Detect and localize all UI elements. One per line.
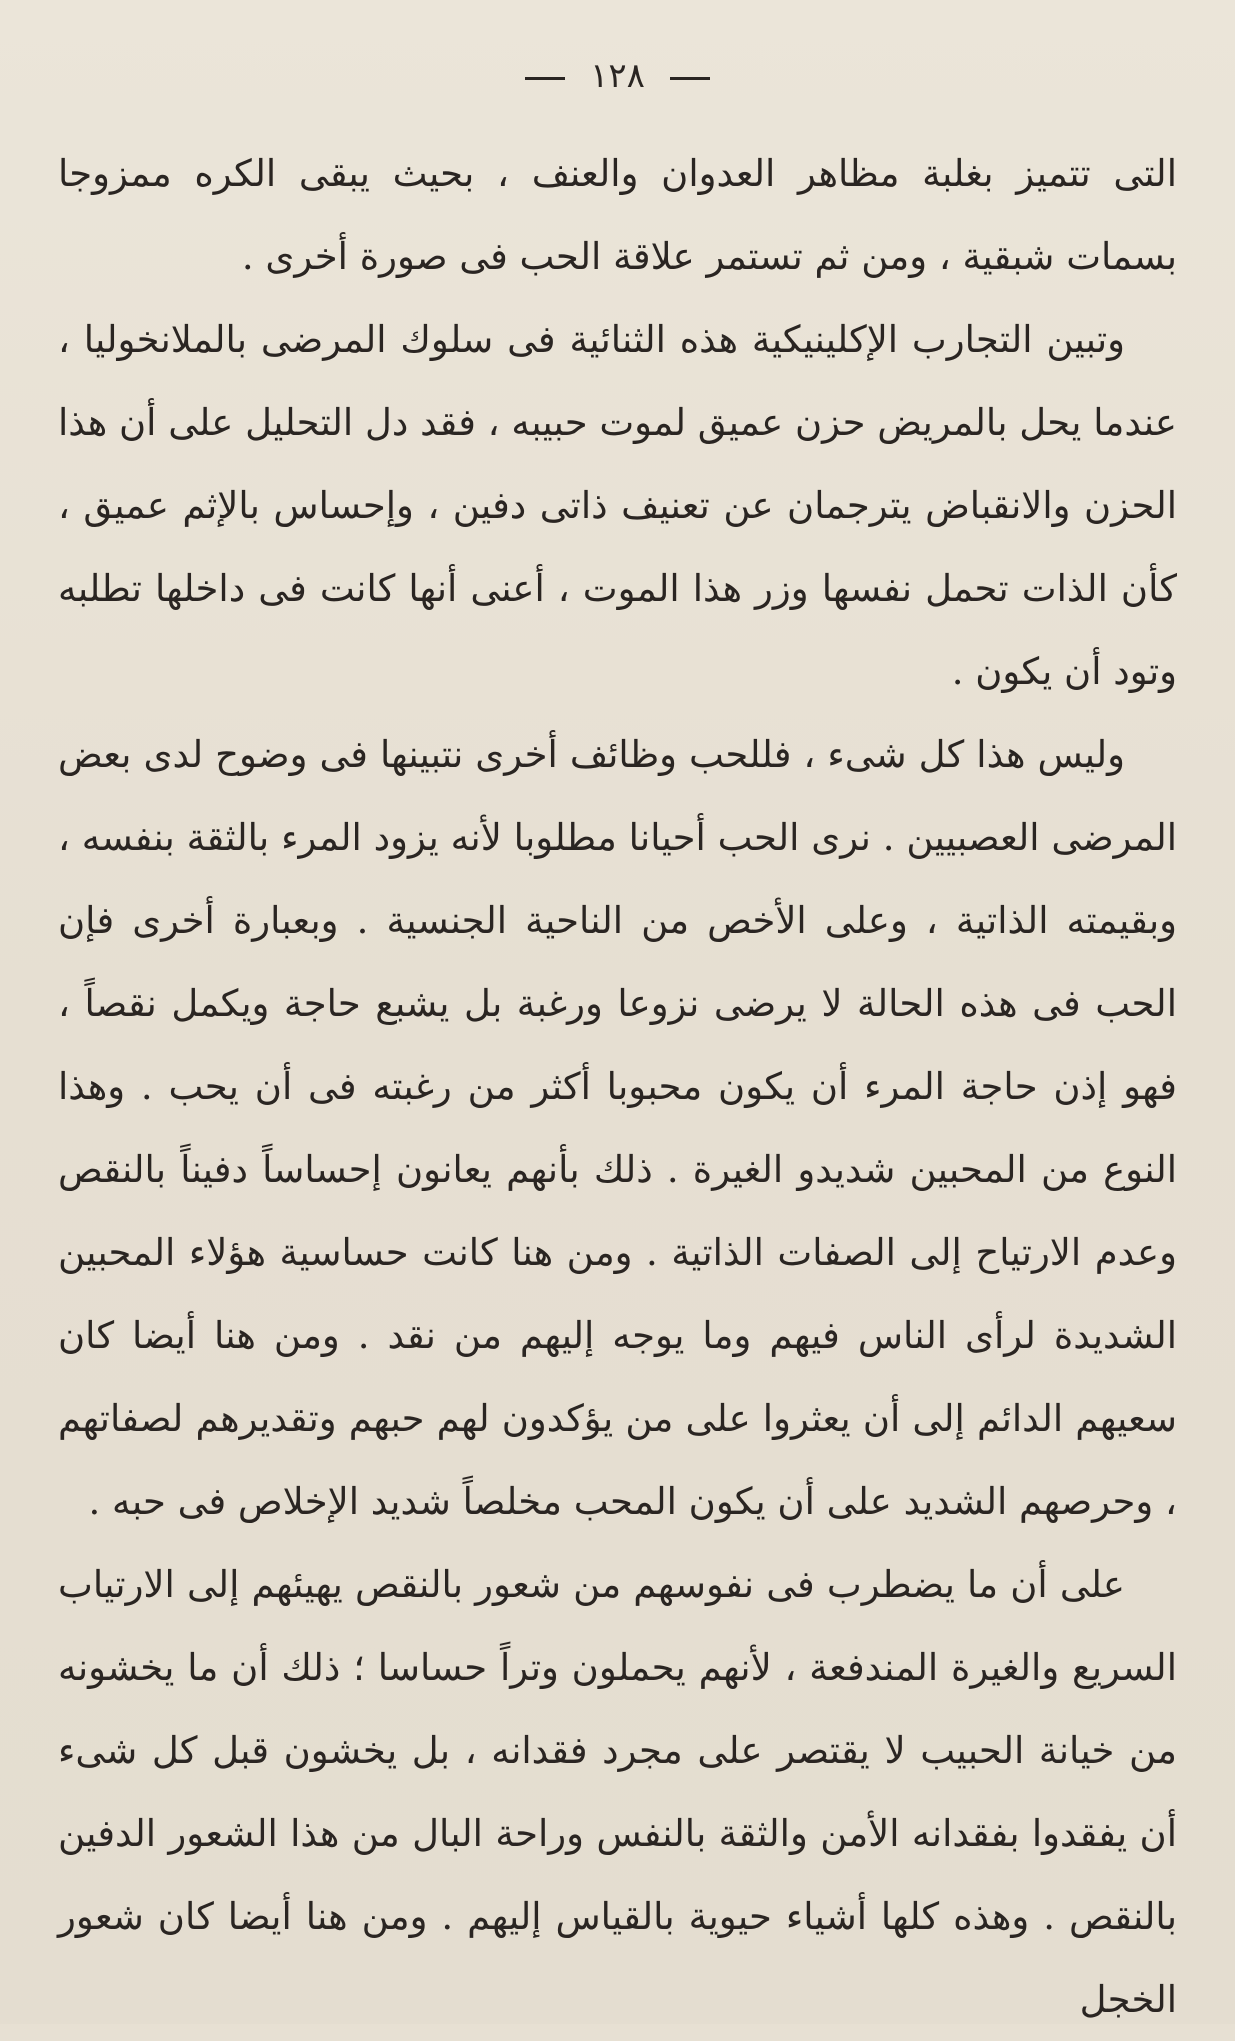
page-number	[58, 50, 1177, 102]
page-number-value: ١٢٨	[590, 56, 645, 96]
paragraph-2: وتبين التجارب الإكلينيكية هذه الثنائية فى سلوك المرضى بالملانخوليا ، عندما يحل بالمريض حزن عميق لموت حبيبه ، فقد دل التحليل على أن هذا الحزن والانقباض يترجمان عن تعنيف ذاتى دفين ، وإحساس بالإثم عميق ، كأن الذات تحمل نفسها وزر هذا الموت ، أعنى أنها كانت فى داخلها تطلبه وتود أن يكون .	[58, 318, 1177, 693]
body-text	[58, 132, 1177, 2041]
paragraph-4: على أن ما يضطرب فى نفوسهم من شعور بالنقص يهيئهم إلى الارتياب السريع والغيرة المندفعة ، لأنهم يحملون وتراً حساسا ؛ ذلك أن ما يخشونه من خيانة الحبيب لا يقتصر على مجرد فقدانه ، بل يخشون قبل كل شىء أن يفقدوا بفقدانه الأمن والثقة بالنفس وراحة البال من هذا الشعور الدفين بالنقص . وهذه كلها أشياء حيوية بالقياس إليهم . ومن هنا أيضا كان شعور الخجل	[58, 1563, 1177, 2021]
page-number-dash-left	[525, 77, 565, 80]
paragraph-1: التى تتميز بغلبة مظاهر العدوان والعنف ، بحيث يبقى الكره ممزوجا بسمات شبقية ، ومن ثم تستمر علاقة الحب فى صورة أخرى .	[58, 152, 1177, 278]
paragraph-3: وليس هذا كل شىء ، فللحب وظائف أخرى نتبينها فى وضوح لدى بعض المرضى العصبيين . نرى الحب أحيانا مطلوبا لأنه يزود المرء بالثقة بنفسه ، وبقيمته الذاتية ، وعلى الأخص من الناحية الجنسية . وبعبارة أخرى فإن الحب فى هذه الحالة لا يرضى نزوعا ورغبة بل يشبع حاجة ويكمل نقصاً ، فهو إذن حاجة المرء أن يكون محبوبا أكثر من رغبته فى أن يحب . وهذا النوع من المحبين شديدو الغيرة . ذلك بأنهم يعانون إحساساً دفيناً بالنقص وعدم الارتياح إلى الصفات الذاتية . ومن هنا كانت حساسية هؤلاء المحبين الشديدة لرأى الناس فيهم وما يوجه إليهم من نقد . ومن هنا أيضا كان سعيهم الدائم إلى أن يعثروا على من يؤكدون لهم حبهم وتقديرهم لصفاتهم ، وحرصهم الشديد على أن يكون المحب مخلصاً شديد الإخلاص فى حبه .	[58, 733, 1177, 1523]
page-number-dash-right	[670, 77, 710, 80]
